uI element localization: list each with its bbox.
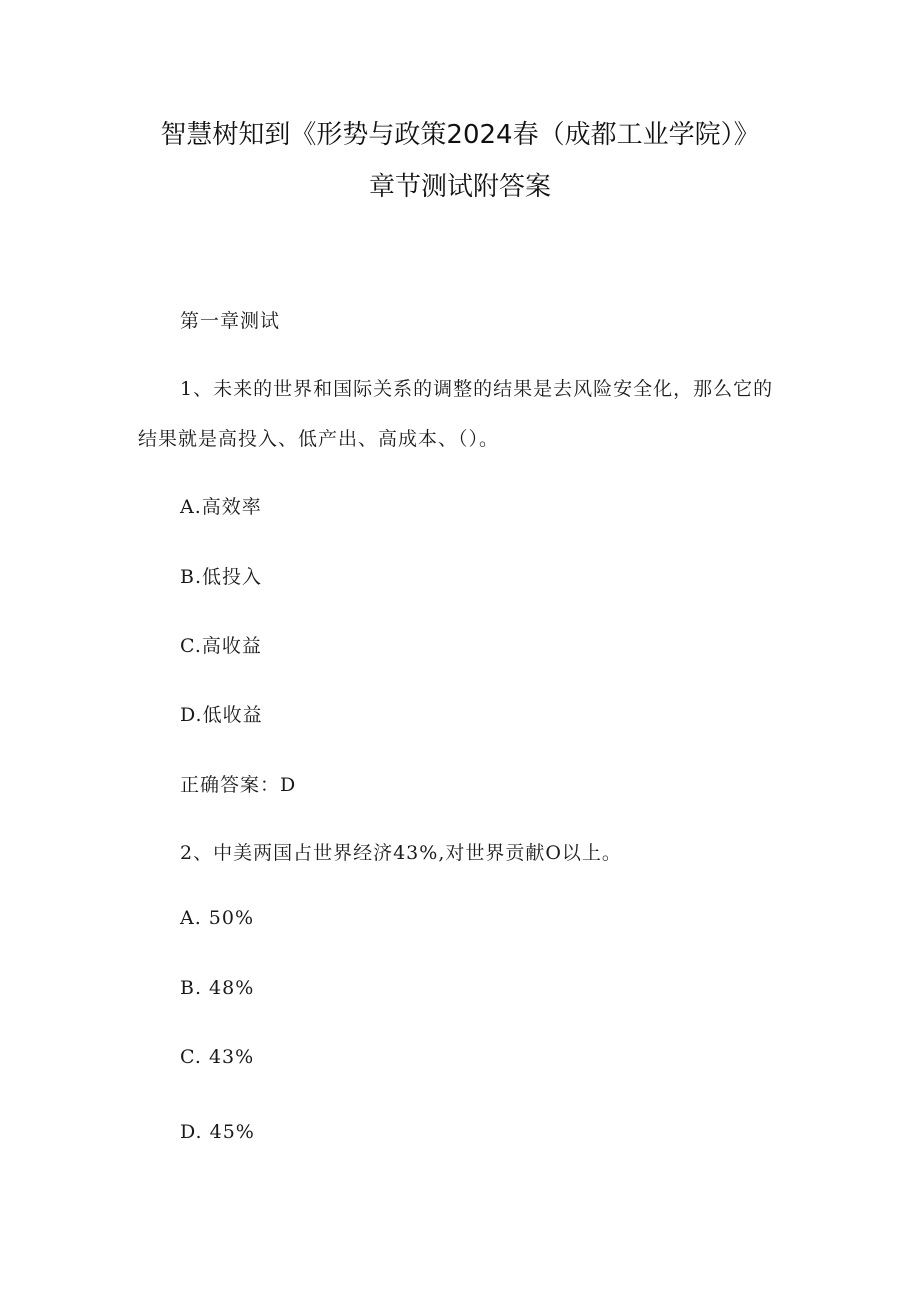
question-2-option-b: B. 48% (180, 977, 255, 999)
question-1-option-b: B.低投入 (180, 566, 263, 588)
question-1-option-a: A.高效率 (180, 496, 262, 518)
question-2-option-d: D. 45% (180, 1121, 255, 1143)
question-1-option-c: C.高收益 (180, 635, 262, 657)
question-1-stem-line-1: 1、未来的世界和国际关系的调整的结果是去风险安全化，那么它的 (180, 378, 774, 400)
question-2-option-a: A. 50% (180, 907, 255, 929)
question-1-answer: 正确答案：D (180, 774, 297, 796)
question-2-option-c: C. 43% (180, 1046, 255, 1068)
document-title-line-2: 章节测试附答案 (368, 172, 551, 202)
chapter-heading: 第一章测试 (180, 310, 281, 332)
question-2-stem-line-1: 2、中美两国占世界经济43%,对世界贡献O以上。 (180, 842, 622, 864)
document-title-line-1: 智慧树知到《形势与政策2024春（成都工业学院）》 (160, 120, 760, 150)
question-1-option-d: D.低收益 (180, 704, 263, 726)
question-1-stem-line-2: 结果就是高投入、低产出、高成本、（）。 (138, 428, 500, 450)
